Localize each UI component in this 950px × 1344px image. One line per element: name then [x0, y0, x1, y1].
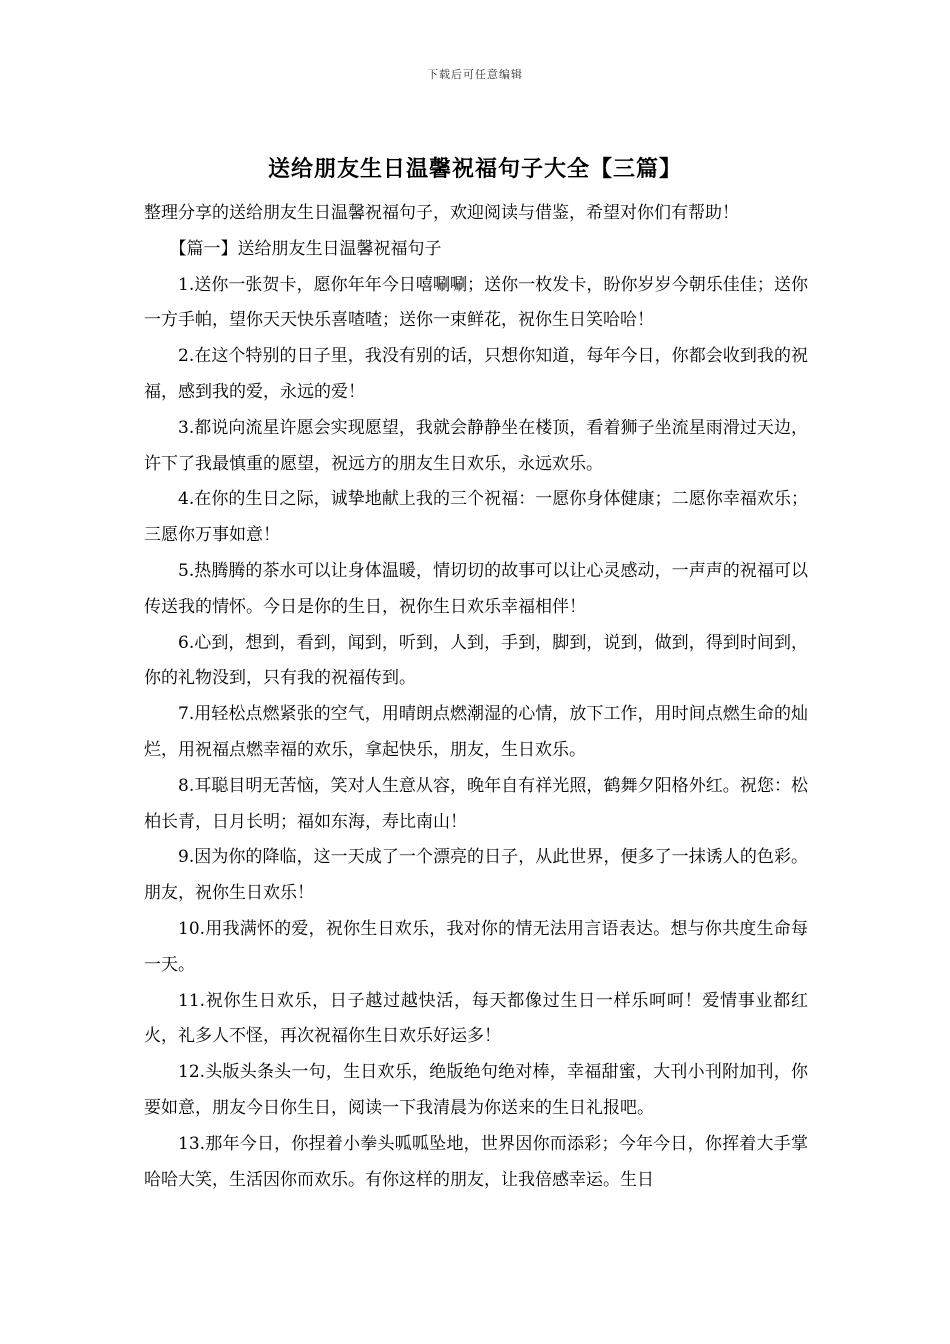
- list-item: 11.祝你生日欢乐，日子越过越快活，每天都像过生日一样乐呵呵！爱情事业都红火，礼多人不怪，再次祝福你生日欢乐好运多！: [144, 990, 808, 1047]
- document-body: [144, 196, 808, 1198]
- list-item: 8.耳聪目明无苦恼，笑对人生意从容，晚年自有祥光照，鹤舞夕阳格外红。祝您：松柏长青，日月长明；福如东海，寿比南山！: [144, 775, 808, 832]
- list-item: 10.用我满怀的爱，祝你生日欢乐，我对你的情无法用言语表达。想与你共度生命每一天。: [144, 918, 808, 975]
- header-note: 下载后可任意编辑: [427, 68, 523, 81]
- list-item: 1.送你一张贺卡，愿你年年今日嘻唰唰；送你一枚发卡，盼你岁岁今朝乐佳佳；送你一方手帕，望你天天快乐喜喳喳；送你一束鲜花，祝你生日笑哈哈！: [144, 274, 808, 331]
- list-item: 9.因为你的降临，这一天成了一个漂亮的日子，从此世界，便多了一抹诱人的色彩。朋友，祝你生日欢乐！: [144, 847, 808, 904]
- page-title: 送给朋友生日温馨祝福句子大全【三篇】: [267, 156, 682, 182]
- list-item: 4.在你的生日之际，诚挚地献上我的三个祝福：一愿你身体健康；二愿你幸福欢乐；三愿你万事如意！: [144, 489, 808, 546]
- section-heading: 【篇一】送给朋友生日温馨祝福句子: [169, 238, 442, 259]
- list-item: 13.那年今日，你捏着小拳头呱呱坠地，世界因你而添彩；今年今日，你挥着大手掌哈哈大笑，生活因你而欢乐。有你这样的朋友，让我倍感幸运。生日: [144, 1133, 808, 1190]
- list-item: 6.心到，想到，看到，闻到，听到，人到，手到，脚到，说到，做到，得到时间到，你的礼物没到，只有我的祝福传到。: [144, 632, 808, 689]
- list-item: 3.都说向流星许愿会实现愿望，我就会静静坐在楼顶，看着狮子坐流星雨滑过天边，许下了我最慎重的愿望，祝远方的朋友生日欢乐，永远欢乐。: [144, 417, 808, 474]
- list-item: 2.在这个特别的日子里，我没有别的话，只想你知道，每年今日，你都会收到我的祝福，感到我的爱，永远的爱！: [144, 346, 808, 402]
- list-item: 5.热腾腾的茶水可以让身体温暖，情切切的故事可以让心灵感动，一声声的祝福可以传送我的情怀。今日是你的生日，祝你生日欢乐幸福相伴！: [144, 560, 808, 617]
- intro-paragraph: 整理分享的送给朋友生日温馨祝福句子，欢迎阅读与借鉴，希望对你们有帮助！: [144, 203, 739, 223]
- list-item: 7.用轻松点燃紧张的空气，用晴朗点燃潮湿的心情，放下工作，用时间点燃生命的灿烂，用祝福点燃幸福的欢乐，拿起快乐，朋友，生日欢乐。: [144, 704, 808, 760]
- list-item: 12.头版头条头一句，生日欢乐，绝版绝句绝对棒，幸福甜蜜，大刊小刊附加刊，你要如意，朋友今日你生日，阅读一下我清晨为你送来的生日礼报吧。: [144, 1062, 808, 1118]
